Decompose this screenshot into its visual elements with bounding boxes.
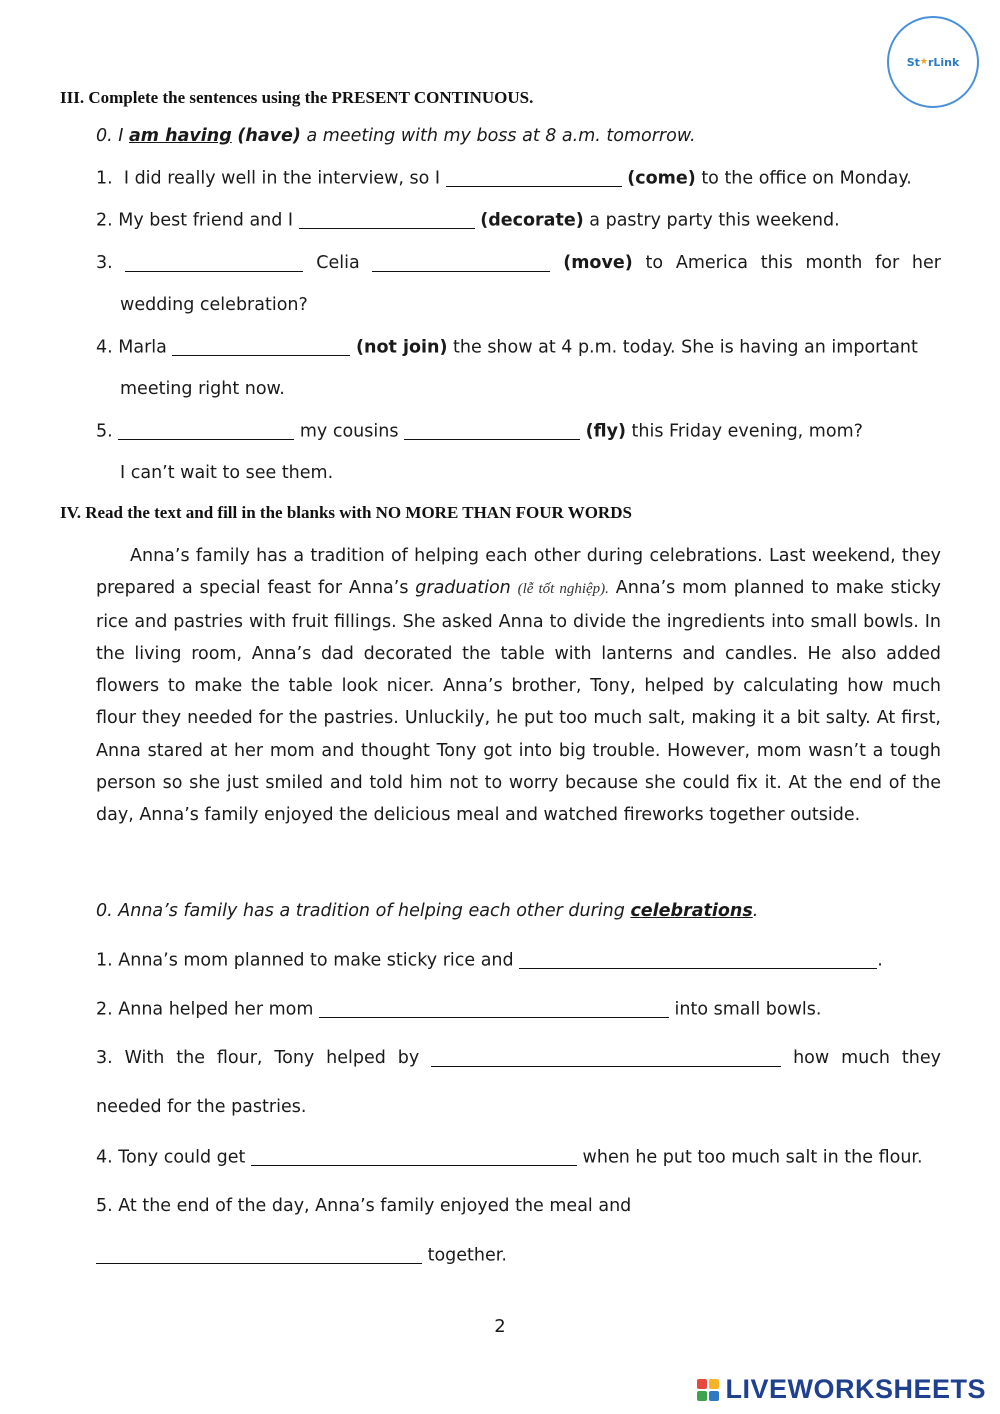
question-text: into small bowls. xyxy=(674,999,822,1020)
question-word: her xyxy=(911,253,941,273)
section-3-example xyxy=(96,126,696,146)
question-text: 4. Marla xyxy=(96,337,167,358)
question-text: a pastry party this weekend. xyxy=(589,210,840,231)
example-suffix: . xyxy=(752,901,759,921)
passage-graduation: graduation xyxy=(415,578,511,599)
question-number: 5. xyxy=(96,421,113,442)
question-text: when he put too much salt in the flour. xyxy=(582,1147,923,1168)
question-text: 2. Anna helped her mom xyxy=(96,999,314,1020)
liveworksheets-wordmark: LIVEWORKSHEETS xyxy=(725,1374,986,1404)
passage-translation: (lễ tốt nghiệp). xyxy=(517,581,609,598)
question-text: . xyxy=(877,950,883,971)
brand-tile xyxy=(697,1391,707,1401)
section-3-question-3-cont: wedding celebration? xyxy=(120,295,308,315)
answer-blank[interactable] xyxy=(431,1048,781,1067)
star-icon: ★ xyxy=(919,57,928,67)
section-3-question-2 xyxy=(96,210,840,231)
section-3-question-3 xyxy=(96,253,941,273)
answer-blank[interactable] xyxy=(519,950,877,969)
example-answer: celebrations xyxy=(630,901,753,921)
section-3-heading: III. Complete the sentences using the PRESENT CONTINUOUS. xyxy=(60,88,534,107)
answer-blank[interactable] xyxy=(118,421,294,440)
liveworksheets-icon xyxy=(697,1379,719,1401)
section-4-question-3 xyxy=(96,1048,941,1068)
answer-blank[interactable] xyxy=(319,999,669,1018)
question-word: helped xyxy=(326,1048,386,1068)
question-word: America xyxy=(675,253,749,273)
section-3-question-4 xyxy=(96,337,918,358)
section-4-question-3-cont: needed for the pastries. xyxy=(96,1097,307,1117)
example-answer: am having xyxy=(128,126,232,146)
question-word: this xyxy=(760,253,793,273)
verb-hint: (move) xyxy=(563,253,633,273)
answer-blank[interactable] xyxy=(172,337,350,356)
question-word: 3. xyxy=(96,1048,113,1068)
verb-hint: (decorate) xyxy=(480,210,584,231)
question-word: flour, xyxy=(216,1048,263,1068)
brand-tile xyxy=(709,1379,719,1389)
question-word: the xyxy=(176,1048,205,1068)
question-text: together. xyxy=(427,1245,507,1266)
section-3-question-5-cont: I can’t wait to see them. xyxy=(120,463,334,483)
question-word: Celia xyxy=(316,253,360,273)
question-word: much xyxy=(841,1048,890,1068)
logo-text-left: St xyxy=(906,55,920,69)
question-word: to xyxy=(645,253,664,273)
question-word: by xyxy=(397,1048,420,1068)
brand-tile xyxy=(697,1379,707,1389)
verb-hint: (come) xyxy=(627,168,696,189)
section-4-question-1 xyxy=(96,950,883,971)
starlink-logo xyxy=(887,16,979,108)
question-number: 3. xyxy=(96,253,113,273)
answer-blank[interactable] xyxy=(125,253,303,272)
example-prefix: 0. I xyxy=(96,126,129,146)
question-text: this Friday evening, mom? xyxy=(631,421,863,442)
answer-blank[interactable] xyxy=(251,1147,577,1166)
question-text: 4. Tony could get xyxy=(96,1147,246,1168)
question-word: they xyxy=(901,1048,941,1068)
section-3-question-1 xyxy=(96,168,912,189)
answer-blank[interactable] xyxy=(299,210,475,229)
question-word: With xyxy=(124,1048,165,1068)
question-text: 1. Anna’s mom planned to make sticky rice and xyxy=(96,950,514,971)
question-text: my cousins xyxy=(299,421,399,442)
brand-tile xyxy=(709,1391,719,1401)
verb-hint: (fly) xyxy=(585,421,626,442)
answer-blank[interactable] xyxy=(446,168,622,187)
reading-passage xyxy=(96,540,941,832)
section-4-question-5: 5. At the end of the day, Anna’s family enjoyed the meal and xyxy=(96,1196,632,1216)
answer-blank[interactable] xyxy=(96,1245,422,1264)
liveworksheets-logo xyxy=(697,1374,986,1405)
passage-text: Anna’s family has a tradition of helping each other during celebrations. Last weekend, they prepared a special feast for Anna’s xyxy=(96,546,941,599)
section-4-heading: IV. Read the text and fill in the blanks with NO MORE THAN FOUR WORDS xyxy=(60,503,632,522)
page-number: 2 xyxy=(494,1316,506,1337)
question-word: Tony xyxy=(274,1048,315,1068)
logo-text-right: rLink xyxy=(927,55,960,69)
answer-blank[interactable] xyxy=(404,421,580,440)
example-suffix: a meeting with my boss at 8 a.m. tomorrow. xyxy=(300,126,696,146)
verb-hint: (not join) xyxy=(356,337,448,358)
example-prefix: 0. Anna’s family has a tradition of helping each other during xyxy=(96,901,631,921)
example-verb: (have) xyxy=(237,126,301,146)
section-4-question-4 xyxy=(96,1147,923,1168)
question-text: to the office on Monday. xyxy=(701,168,912,189)
section-4-example xyxy=(96,901,758,921)
question-text: the show at 4 p.m. today. She is having an important xyxy=(453,337,918,358)
question-word: how xyxy=(793,1048,830,1068)
question-text: I did really well in the interview, so I xyxy=(123,168,441,189)
question-text: 2. My best friend and I xyxy=(96,210,294,231)
section-4-question-2 xyxy=(96,999,821,1020)
passage-text: Anna’s mom planned to make sticky rice and pastries with fruit fillings. She asked Anna to divide the ingredients into small bowls. In the living room, Anna’s dad decorated the table with lanterns and candles. He also added flowers to make the table look nicer. Anna’s brother, Tony, helped by calculating how much flour they needed for the pastries. Unluckily, he put too much salt, making it a bit salty. At first, Anna stared at her mom and thought Tony got into big trouble. However, mom wasn’t a tough person so she just smiled and told him not to worry because she could fix it. At the end of the day, Anna’s family enjoyed the delicious meal and watched fireworks together outside. xyxy=(96,578,941,826)
section-3-question-4-cont: meeting right now. xyxy=(120,379,285,399)
section-4-question-5-cont xyxy=(96,1245,507,1266)
section-3-question-5 xyxy=(96,421,863,442)
question-word: for xyxy=(875,253,900,273)
answer-blank[interactable] xyxy=(372,253,550,272)
question-word: month xyxy=(805,253,863,273)
question-number: 1. xyxy=(96,168,113,189)
